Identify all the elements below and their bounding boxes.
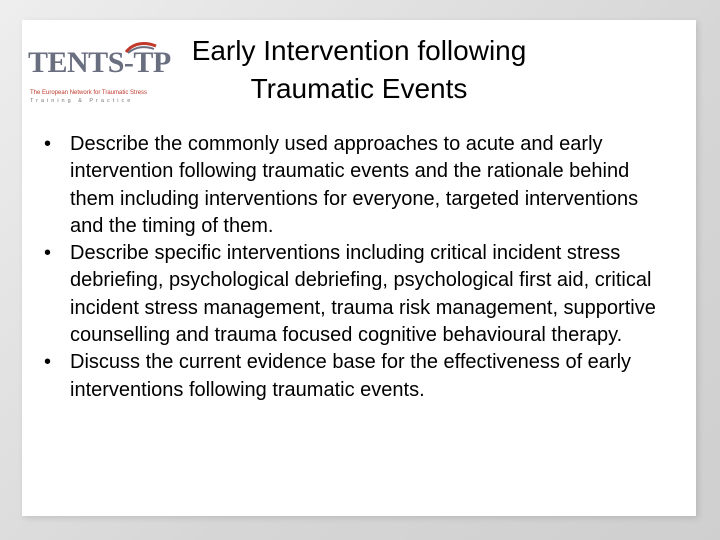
bullet-marker: • — [44, 351, 52, 374]
bullet-list — [44, 131, 676, 404]
tents-tp-logo — [28, 40, 171, 104]
logo-tagline-secondary: Training & Practice — [30, 98, 134, 104]
slide-title — [142, 32, 576, 108]
slide — [22, 20, 696, 516]
bullet-text: Discuss the current evidence base for the effectiveness of early interventions following traumatic events. — [70, 351, 632, 401]
bullet-text: Describe specific interventions including critical incident stress debriefing, psychological debriefing, psychological first aid, critical incident stress management, trauma risk management, supportive counselling and trauma focused cognitive behavioural therapy. — [70, 242, 656, 347]
logo-wordmark: TENTS-TP — [28, 46, 171, 79]
bullet-item — [44, 240, 676, 349]
logo-tagline: The European Network for Traumatic Stress — [30, 90, 148, 96]
slide-title-line-1: Early Intervention following — [191, 35, 527, 66]
bullet-marker: • — [44, 242, 52, 265]
slide-title-line-2: Traumatic Events — [250, 73, 468, 104]
bullet-marker: • — [44, 133, 52, 155]
bullet-text: Describe the commonly used approaches to acute and early intervention following traumatic events and the rationale behind them including interventions for everyone, targeted interventions and the timing of them. — [70, 133, 639, 237]
bullet-item — [44, 131, 676, 240]
bullet-item — [44, 349, 676, 404]
